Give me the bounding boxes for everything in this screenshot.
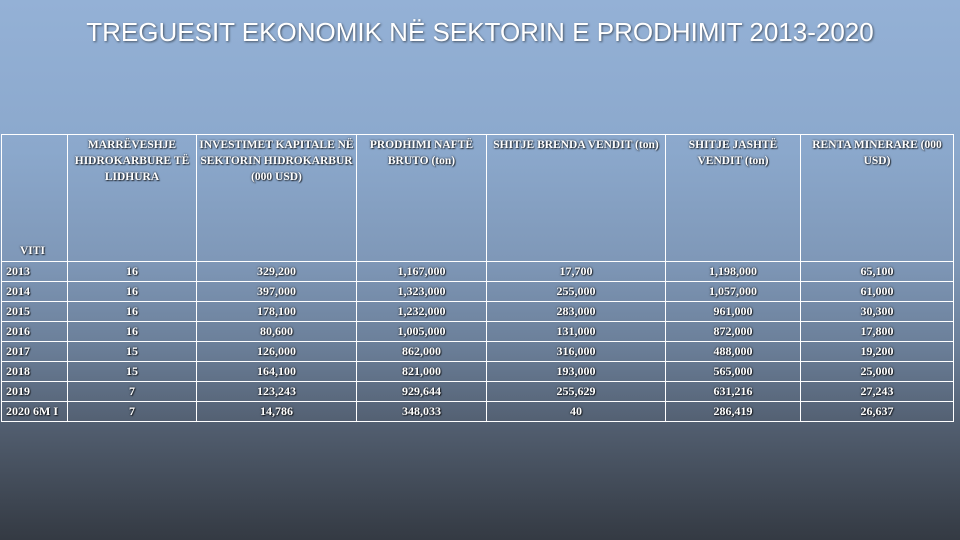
mineral-rent-cell: 27,243 <box>801 382 954 402</box>
export-sales-cell: 565,000 <box>666 362 801 382</box>
crude-production-cell: 929,644 <box>357 382 487 402</box>
mineral-rent-cell: 30,300 <box>801 302 954 322</box>
domestic-sales-cell: 131,000 <box>487 322 666 342</box>
table-row <box>2 262 954 282</box>
table-header-row <box>2 135 954 262</box>
mineral-rent-cell: 25,000 <box>801 362 954 382</box>
table-row <box>2 282 954 302</box>
crude-production-cell: 1,005,000 <box>357 322 487 342</box>
table-row <box>2 402 954 422</box>
year-cell: 2014 <box>2 282 68 302</box>
crude-production-cell: 1,167,000 <box>357 262 487 282</box>
mineral-rent-cell: 26,637 <box>801 402 954 422</box>
column-header-year: VITI <box>2 135 68 262</box>
economic-indicators-table <box>1 134 954 422</box>
mineral-rent-cell: 19,200 <box>801 342 954 362</box>
mineral-rent-cell: 65,100 <box>801 262 954 282</box>
investments-cell: 126,000 <box>197 342 357 362</box>
crude-production-cell: 348,033 <box>357 402 487 422</box>
crude-production-cell: 1,232,000 <box>357 302 487 322</box>
year-cell: 2015 <box>2 302 68 322</box>
export-sales-cell: 488,000 <box>666 342 801 362</box>
table-row <box>2 362 954 382</box>
domestic-sales-cell: 255,000 <box>487 282 666 302</box>
export-sales-cell: 872,000 <box>666 322 801 342</box>
export-sales-cell: 1,198,000 <box>666 262 801 282</box>
domestic-sales-cell: 193,000 <box>487 362 666 382</box>
export-sales-cell: 961,000 <box>666 302 801 322</box>
mineral-rent-cell: 17,800 <box>801 322 954 342</box>
year-cell: 2013 <box>2 262 68 282</box>
domestic-sales-cell: 316,000 <box>487 342 666 362</box>
crude-production-cell: 862,000 <box>357 342 487 362</box>
investments-cell: 178,100 <box>197 302 357 322</box>
agreements-cell: 16 <box>68 322 197 342</box>
crude-production-cell: 1,323,000 <box>357 282 487 302</box>
table-row <box>2 322 954 342</box>
slide-title: TREGUESIT EKONOMIK NË SEKTORIN E PRODHIMIT 2013-2020 <box>86 17 874 47</box>
agreements-cell: 15 <box>68 342 197 362</box>
column-header-mineral-rent: RENTA MINERARE (000 USD) <box>801 135 954 262</box>
year-cell: 2017 <box>2 342 68 362</box>
investments-cell: 397,000 <box>197 282 357 302</box>
year-cell: 2019 <box>2 382 68 402</box>
agreements-cell: 16 <box>68 282 197 302</box>
agreements-cell: 7 <box>68 382 197 402</box>
export-sales-cell: 1,057,000 <box>666 282 801 302</box>
column-header-domestic-sales: SHITJE BRENDA VENDIT (ton) <box>487 135 666 262</box>
column-header-export-sales: SHITJE JASHTË VENDIT (ton) <box>666 135 801 262</box>
mineral-rent-cell: 61,000 <box>801 282 954 302</box>
year-cell: 2016 <box>2 322 68 342</box>
table-row <box>2 302 954 322</box>
investments-cell: 123,243 <box>197 382 357 402</box>
table-row <box>2 342 954 362</box>
domestic-sales-cell: 40 <box>487 402 666 422</box>
domestic-sales-cell: 283,000 <box>487 302 666 322</box>
investments-cell: 164,100 <box>197 362 357 382</box>
export-sales-cell: 286,419 <box>666 402 801 422</box>
investments-cell: 329,200 <box>197 262 357 282</box>
crude-production-cell: 821,000 <box>357 362 487 382</box>
column-header-crude-production: PRODHIMI NAFTË BRUTO (ton) <box>357 135 487 262</box>
export-sales-cell: 631,216 <box>666 382 801 402</box>
year-cell: 2018 <box>2 362 68 382</box>
agreements-cell: 7 <box>68 402 197 422</box>
agreements-cell: 16 <box>68 262 197 282</box>
investments-cell: 80,600 <box>197 322 357 342</box>
column-header-agreements: MARRËVESHJE HIDROKARBURE TË LIDHURA <box>68 135 197 262</box>
domestic-sales-cell: 17,700 <box>487 262 666 282</box>
table-row <box>2 382 954 402</box>
column-header-investments: INVESTIMET KAPITALE NË SEKTORIN HIDROKARBUR (000 USD) <box>197 135 357 262</box>
year-cell: 2020 6M I <box>2 402 68 422</box>
agreements-cell: 16 <box>68 302 197 322</box>
agreements-cell: 15 <box>68 362 197 382</box>
domestic-sales-cell: 255,629 <box>487 382 666 402</box>
investments-cell: 14,786 <box>197 402 357 422</box>
